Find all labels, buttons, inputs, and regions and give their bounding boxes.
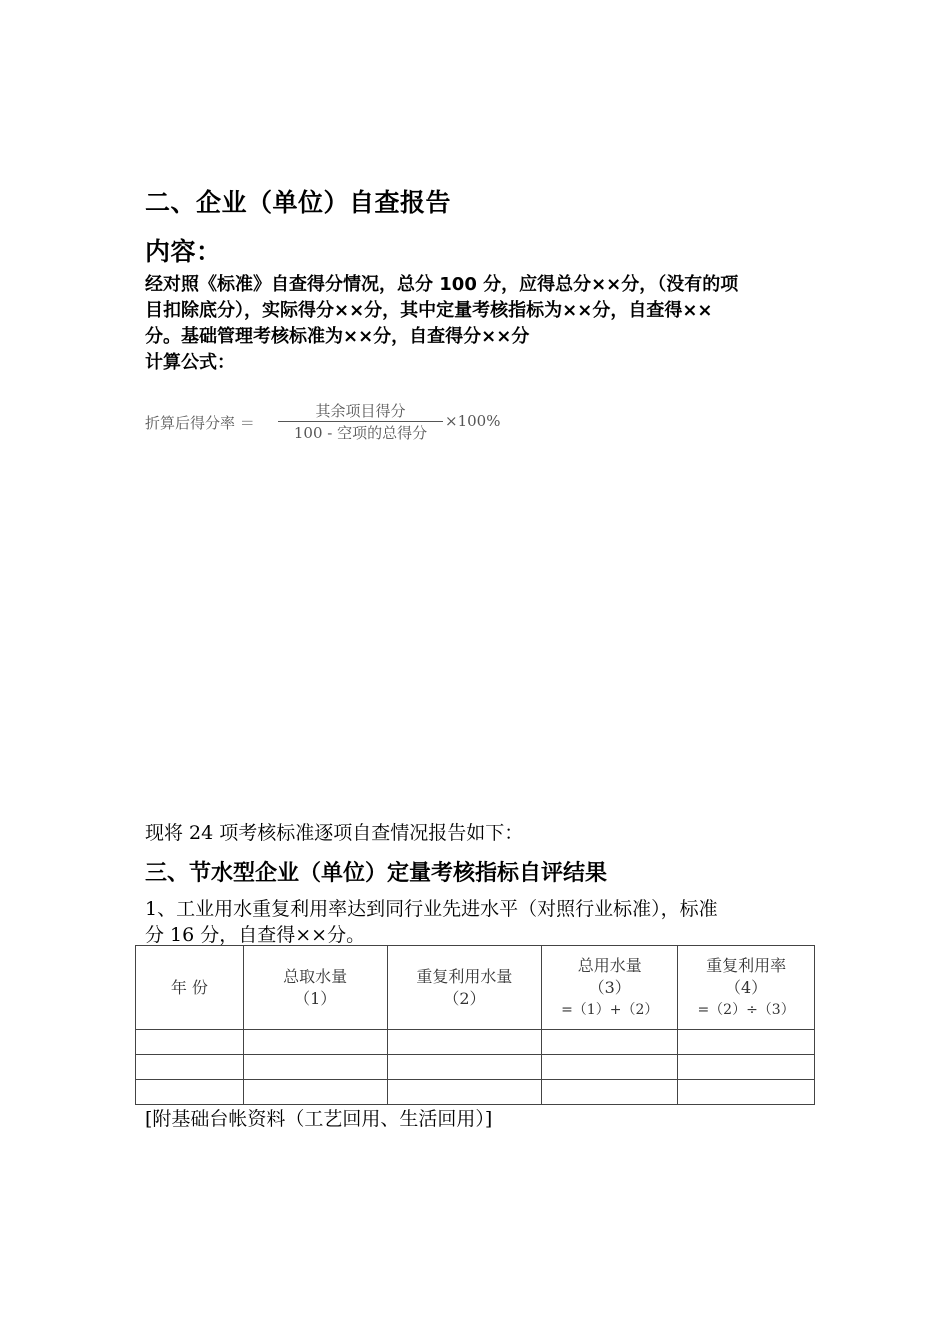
formula-numerator: 其余项目得分 <box>315 402 406 420</box>
table-cell <box>542 1055 678 1080</box>
item-1-text <box>145 896 825 948</box>
table-cell <box>678 1030 815 1055</box>
table-cell <box>678 1055 815 1080</box>
intro-line: 现将 24 项考核标准逐项自查情况报告如下： <box>145 822 524 844</box>
table-row <box>136 1030 815 1055</box>
header-total-usage: 总用水量 （3） =（1）+（2） <box>542 946 678 1030</box>
header-total-intake: 总取水量 （1） <box>243 946 387 1030</box>
table-row <box>136 1080 815 1105</box>
header-reused-water: 重复利用水量 （2） <box>387 946 542 1030</box>
formula-lhs: 折算后得分率 ＝ <box>145 414 255 432</box>
summary-line: 经对照《标准》自查得分情况，总分 100 分，应得总分××分，（没有的项 <box>145 274 739 295</box>
score-formula <box>145 400 545 446</box>
summary-paragraph <box>145 272 825 376</box>
section-3-title: 三、节水型企业（单位）定量考核指标自评结果 <box>145 861 608 886</box>
table-cell <box>136 1080 244 1105</box>
table-cell <box>542 1080 678 1105</box>
table-row <box>136 1055 815 1080</box>
formula-denominator: 100 - 空项的总得分 <box>293 424 428 442</box>
reuse-rate-table <box>135 945 815 1105</box>
table-cell <box>678 1080 815 1105</box>
content-label: 内容： <box>145 237 222 266</box>
formula-fraction <box>278 400 443 443</box>
table-cell <box>387 1030 542 1055</box>
table-cell <box>136 1055 244 1080</box>
table-cell <box>243 1080 387 1105</box>
summary-line: 目扣除底分），实际得分××分，其中定量考核指标为××分，自查得×× <box>145 300 713 321</box>
appendix-note: [附基础台帐资料（工艺回用、生活回用）] <box>145 1108 493 1130</box>
table-cell <box>243 1030 387 1055</box>
formula-label: 计算公式： <box>145 352 235 373</box>
summary-line: 分。基础管理考核标准为××分，自查得分××分 <box>145 326 530 347</box>
item-1-line: 分 16 分，自查得××分。 <box>145 924 366 946</box>
table-cell <box>136 1030 244 1055</box>
table-cell <box>387 1055 542 1080</box>
table-cell <box>243 1055 387 1080</box>
table-cell <box>542 1030 678 1055</box>
header-year: 年 份 <box>136 946 244 1030</box>
table-header-row <box>136 946 815 1030</box>
header-reuse-rate: 重复利用率 （4） =（2）÷（3） <box>678 946 815 1030</box>
section-2-title: 二、企业（单位）自查报告 <box>145 188 452 217</box>
item-1-line: 1、工业用水重复利用率达到同行业先进水平（对照行业标准），标准 <box>145 898 718 920</box>
formula-suffix: ×100% <box>445 412 501 430</box>
table-cell <box>387 1080 542 1105</box>
